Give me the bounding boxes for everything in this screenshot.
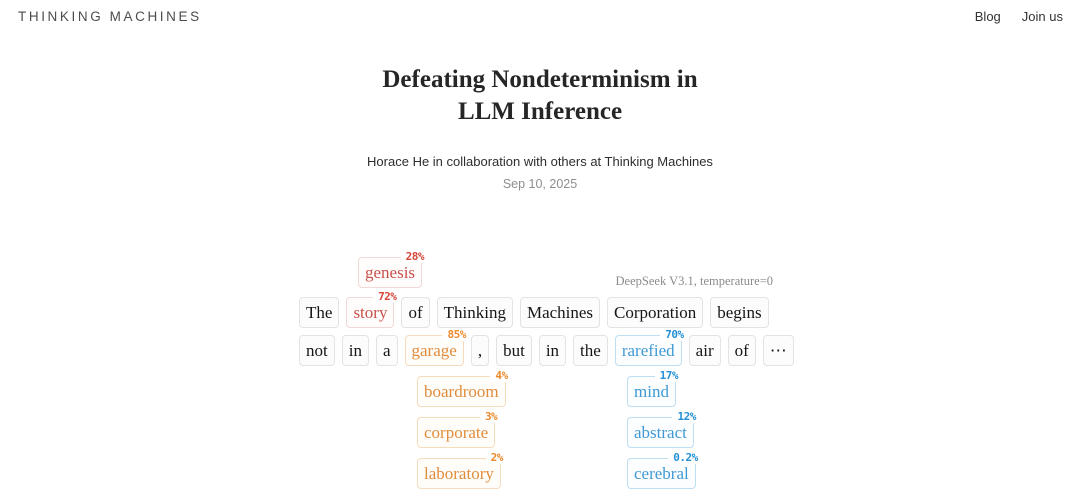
title-line-2: LLM Inference (457, 98, 623, 125)
probability-label: 72% (373, 290, 397, 303)
token-text: The (306, 302, 333, 322)
token-text: garage (411, 340, 457, 360)
model-label: DeepSeek V3.1, temperature=0 (615, 274, 773, 288)
token-text: mind (634, 381, 669, 401)
alt-column-rarefied (627, 369, 698, 489)
token-the-2 (573, 335, 608, 366)
token-text: Corporation (614, 302, 697, 322)
token-begins (710, 297, 768, 328)
token-text: laboratory (424, 463, 494, 483)
token-text: abstract (634, 422, 687, 442)
token-text: in (348, 340, 362, 360)
main-content (0, 64, 1080, 491)
probability-label: 70% (660, 328, 684, 341)
title-line-1: Defeating Nondeterminism in (382, 66, 698, 93)
token-story (346, 290, 397, 328)
token-row-2 (299, 328, 794, 366)
token-in-2 (539, 335, 566, 366)
token-text: of (408, 302, 423, 322)
token-text: in (545, 340, 560, 360)
header-nav (975, 9, 1063, 24)
probability-label: 2% (486, 451, 504, 464)
token-text: cerebral (634, 463, 689, 483)
token-text: begins (717, 302, 762, 322)
publish-date: Sep 10, 2025 (502, 177, 578, 191)
token-ellipsis (763, 335, 794, 366)
article-header (0, 64, 1080, 191)
token-text: of (734, 340, 749, 360)
token-of-2 (728, 335, 756, 366)
probability-label: 17% (655, 369, 679, 382)
token-machines (520, 297, 600, 328)
probability-label: 28% (401, 250, 425, 263)
token-text: Machines (526, 302, 594, 322)
token-probability-visualization (299, 250, 787, 491)
token-text: boardroom (424, 381, 499, 401)
token-not (299, 335, 335, 366)
token-text: air (695, 340, 714, 360)
token-a (376, 335, 398, 366)
page-title (0, 64, 1080, 128)
logo-thinking-machines[interactable]: THINKING MACHINES (18, 9, 202, 24)
token-text: the (580, 340, 601, 360)
nav-link-blog[interactable]: Blog (974, 9, 1001, 24)
alt-column-garage (417, 369, 508, 489)
token-text: genesis (365, 262, 416, 282)
nav-link-join-us[interactable]: Join us (1021, 9, 1063, 24)
token-of (401, 297, 429, 328)
token-row-1 (299, 290, 769, 328)
token-text: Thinking (443, 302, 506, 322)
probability-label: 85% (442, 328, 466, 341)
token-comma (471, 335, 489, 366)
token-text: rarefied (621, 340, 675, 360)
alt-token-mind (627, 369, 678, 407)
alt-token-laboratory (417, 451, 503, 489)
token-text: corporate (424, 422, 489, 442)
token-in (342, 335, 369, 366)
byline: Horace He in collaboration with others at Thinking Machines (367, 154, 713, 169)
token-text: story (353, 302, 388, 322)
alt-token-cerebral (627, 451, 698, 489)
token-rarefied (615, 328, 684, 366)
probability-label: 4% (490, 369, 508, 382)
token-the (299, 297, 339, 328)
token-text: , (477, 340, 483, 360)
token-garage (405, 328, 466, 366)
probability-label: 0.2% (668, 451, 699, 464)
token-corporation (607, 297, 703, 328)
alt-token-genesis (358, 250, 425, 288)
token-text: ⋯ (769, 340, 787, 360)
alt-token-boardroom (417, 369, 508, 407)
token-thinking (437, 297, 513, 328)
probability-label: 12% (672, 410, 696, 423)
token-text: not (306, 340, 328, 360)
alt-token-abstract (627, 410, 696, 448)
token-text: a (382, 340, 391, 360)
token-air (689, 335, 721, 366)
site-header (0, 0, 1080, 30)
token-but (496, 335, 532, 366)
probability-label: 3% (480, 410, 498, 423)
token-text: but (503, 340, 525, 360)
alt-token-corporate (417, 410, 498, 448)
